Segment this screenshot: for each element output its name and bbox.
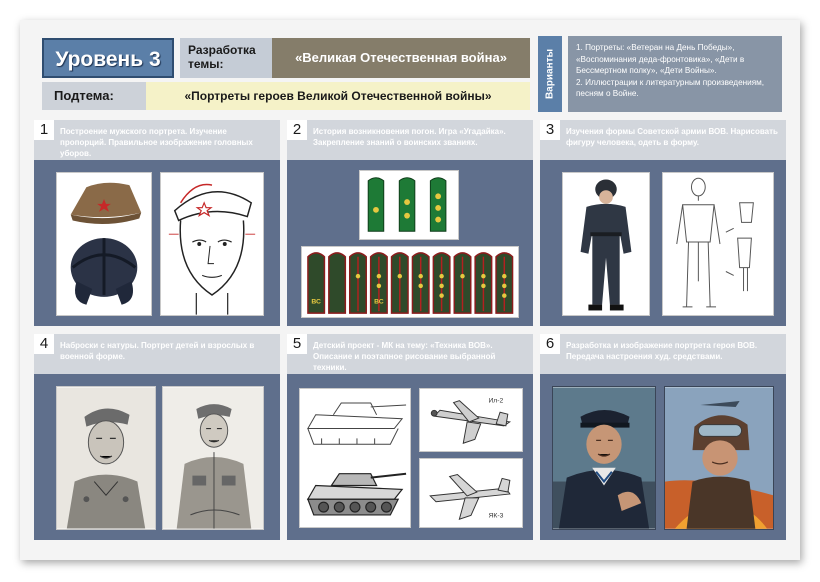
rank-star xyxy=(398,274,402,278)
boy-portrait-illustration xyxy=(161,173,263,315)
variants-line-2: 2. Иллюстрации к литературным произведениям, песням о Войне. xyxy=(576,77,765,98)
ww2-shoulder-board xyxy=(412,253,429,313)
pilot-portrait xyxy=(665,387,773,529)
panel-number: 1 xyxy=(34,120,54,140)
ww2-shoulder-board xyxy=(475,253,492,313)
figure-sketch xyxy=(663,173,773,315)
panel-text: Разработка и изображение портрета героя ВОВ. Передача настроения худ. средствами. xyxy=(566,341,758,361)
pencil-portrait-officer xyxy=(57,387,155,529)
subtopic-value: «Портреты героев Великой Отечественной войны» xyxy=(146,82,530,110)
ww2-shoulder-board xyxy=(371,253,388,313)
ww2-shoulder-board xyxy=(496,253,513,313)
ww2-shoulder-board xyxy=(433,253,450,313)
pencil-portrait-soldier xyxy=(163,387,263,529)
soldier-sketch-1 xyxy=(56,386,156,530)
rank-star xyxy=(377,284,381,288)
rank-star xyxy=(481,274,485,278)
rank-star xyxy=(502,293,506,297)
plane-code-label-2: ЯК-3 xyxy=(488,512,504,520)
pilot-hero-painting xyxy=(664,386,774,530)
topic-label: Разработка темы: xyxy=(180,38,272,78)
panel-text: Изучения формы Советской армии ВОВ. Нарисовать фигуру человека, одеть в форму. xyxy=(566,127,778,147)
plane-code-label-1: Ил-2 xyxy=(488,397,504,405)
level-badge: Уровень 3 xyxy=(42,38,174,78)
ww2-shoulder-board xyxy=(329,253,346,313)
panel-number: 5 xyxy=(287,334,307,354)
sailor-hero-painting xyxy=(552,386,656,530)
caps-illustration xyxy=(57,173,151,315)
rank-star xyxy=(460,274,464,278)
modern-shoulder-boards xyxy=(360,171,458,239)
panel-number: 4 xyxy=(34,334,54,354)
sailor-portrait xyxy=(553,387,655,529)
plane-sketch-2 xyxy=(419,458,523,528)
military-caps-image xyxy=(56,172,152,316)
plane-sketch-1 xyxy=(419,388,523,452)
panel-3 xyxy=(540,120,786,326)
rank-star xyxy=(377,274,381,278)
topic-value: «Великая Отечественная война» xyxy=(272,38,530,78)
boy-portrait-drawing xyxy=(160,172,264,316)
panel-2 xyxy=(287,120,533,326)
rank-star xyxy=(502,284,506,288)
insignia-letters: ВС xyxy=(311,298,321,306)
soldier-sketch-2 xyxy=(162,386,264,530)
plane-sketch-il2 xyxy=(420,389,522,451)
ww2-shoulder-board xyxy=(350,253,367,313)
ww2-shoulder-boards xyxy=(302,247,518,317)
panel-1 xyxy=(34,120,280,326)
lesson-sheet xyxy=(20,20,800,560)
subtopic-label: Подтема: xyxy=(42,82,146,110)
rank-star xyxy=(356,274,360,278)
variants-line-1: 1. Портреты: «Ветеран на День Победы», «Воспоминания деда-фронтовика», «Дети в Бессмертном полку», «Дети Войны». xyxy=(576,43,745,75)
variants-tab-label: Варианты xyxy=(544,48,556,100)
panel-text: Наброски с натуры. Портрет детей и взрослых в военной форме. xyxy=(60,341,255,361)
panel-number: 6 xyxy=(540,334,560,354)
ww2-shoulder-board xyxy=(454,253,471,313)
ww2-shoulder-board xyxy=(392,253,409,313)
panel-text: Детский проект - МК на тему: «Техника ВОВ». Описание и поэтапное рисование выбранной техники. xyxy=(313,341,496,372)
rank-star xyxy=(439,293,443,297)
panel-number: 3 xyxy=(540,120,560,140)
tank-sketches xyxy=(300,389,410,527)
rank-star xyxy=(418,284,422,288)
modern-shoulder-boards-image xyxy=(359,170,459,240)
panel-number: 2 xyxy=(287,120,307,140)
panel-6 xyxy=(540,334,786,540)
insignia-letters: ВС xyxy=(374,298,384,306)
tankman-uniform-photo xyxy=(562,172,650,316)
panel-5 xyxy=(287,334,533,540)
tankman-figure xyxy=(563,173,649,315)
panel-4 xyxy=(34,334,280,540)
variants-tab xyxy=(538,36,562,112)
variants-box xyxy=(568,36,782,112)
plane-sketch-yak3 xyxy=(420,459,522,527)
rank-star xyxy=(481,284,485,288)
panel-text: История возникновения погон. Игра «Угадайка». Закрепление знаний о воинских званиях. xyxy=(313,127,506,147)
panel-text: Построение мужского портрета. Изучение пропорций. Правильное изображение головных уборов. xyxy=(60,127,253,158)
rank-star xyxy=(439,274,443,278)
rank-star xyxy=(418,274,422,278)
ww2-shoulder-board xyxy=(308,253,325,313)
tank-drawing-steps xyxy=(299,388,411,528)
figure-sketch-image xyxy=(662,172,774,316)
historic-shoulder-boards-image xyxy=(301,246,519,318)
rank-star xyxy=(502,274,506,278)
rank-star xyxy=(439,284,443,288)
